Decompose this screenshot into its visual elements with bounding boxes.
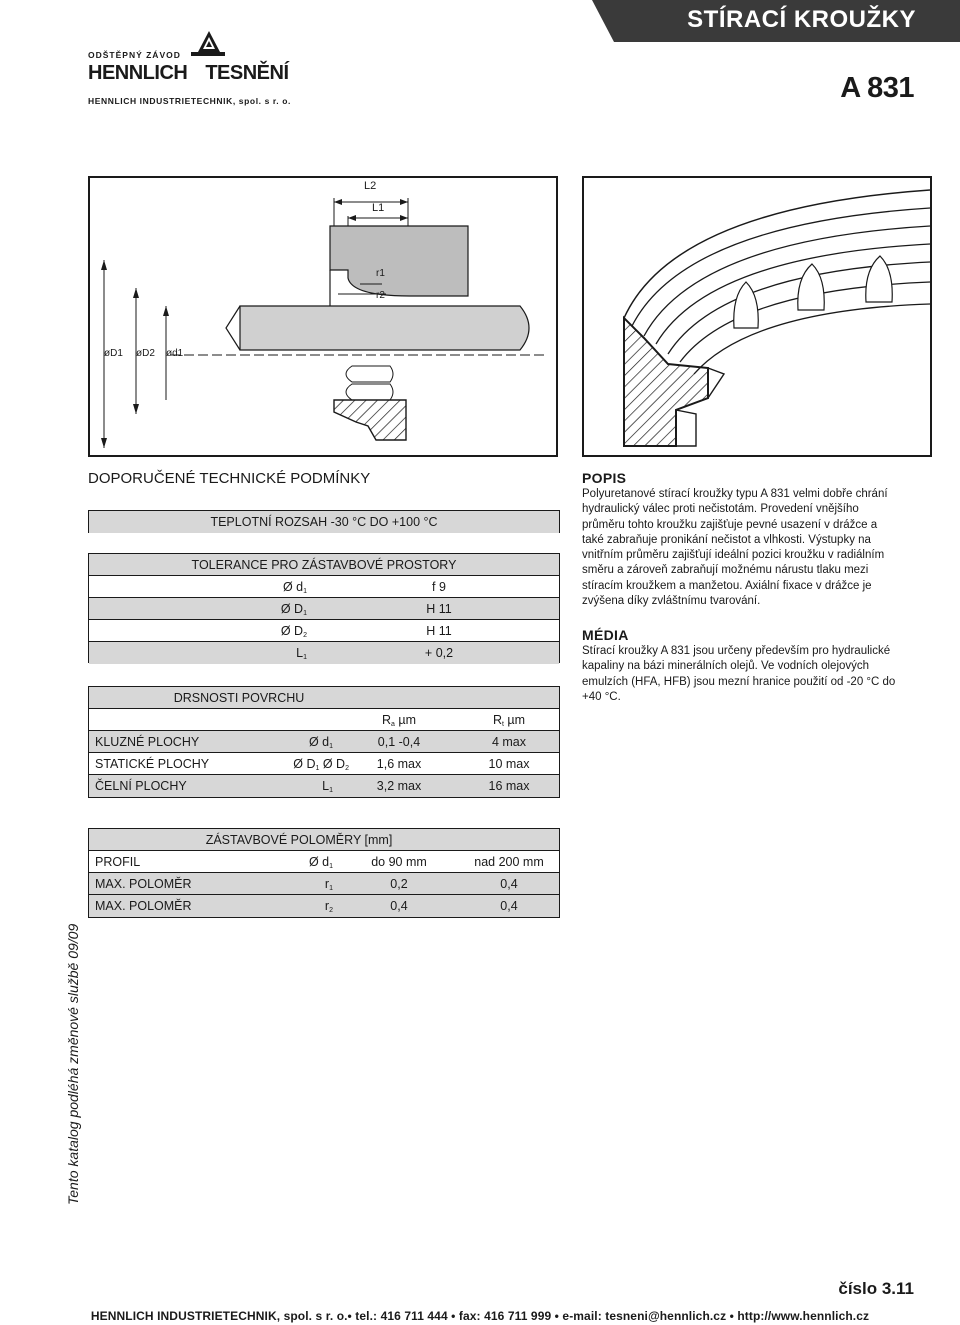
symbol-text: r xyxy=(324,877,330,891)
symbol-subscript: 1 xyxy=(329,787,333,794)
popis-line: průměru tohto kroužku zajišťuje pevné usazení v drážce a xyxy=(582,518,878,531)
dim-label-r1: r1 xyxy=(376,268,385,279)
tolerance-value: + 0,2 xyxy=(424,646,454,660)
symbol-text: L xyxy=(296,646,304,660)
surface-symbol xyxy=(293,757,349,772)
roughness-title-row xyxy=(89,687,559,709)
surface-name: ČELNÍ PLOCHY xyxy=(95,779,187,793)
table-row xyxy=(89,873,559,895)
temperature-text: TEPLOTNÍ ROZSAH -30 °C DO +100 °C xyxy=(210,515,438,529)
ring-3d-svg xyxy=(584,178,930,455)
tolerance-symbol xyxy=(296,646,307,661)
logo-name xyxy=(88,62,289,85)
dim-label-d1-outer: øD1 xyxy=(104,348,123,359)
surface-name: STATICKÉ PLOCHY xyxy=(95,757,210,771)
logo-top-line: ODŠTĚPNÝ ZÁVOD xyxy=(88,50,181,60)
ra-symbol: R xyxy=(381,713,392,727)
tolerance-symbol xyxy=(281,602,307,617)
symbol-subscript: 1 xyxy=(329,743,333,750)
popis-line: hydraulický válec proti nečistotám. Provedení vnějšího xyxy=(582,503,859,516)
symbol-text: Ø d xyxy=(308,735,330,749)
radii-title-row xyxy=(89,829,559,851)
table-row xyxy=(89,731,559,753)
symbol-subscript-2: 2 xyxy=(345,765,349,772)
ra-value: 1,6 max xyxy=(376,757,422,771)
popis-line: zvýšena díky zvláštnímu tvarování. xyxy=(582,595,761,608)
media-line: Stírací kroužky A 831 jsou určeny především pro hydraulické xyxy=(582,645,891,657)
symbol-subscript: 1 xyxy=(303,654,307,661)
symbol-text: Ø D xyxy=(280,602,304,616)
surface-symbol xyxy=(322,779,333,794)
ra-subscript: a xyxy=(391,721,395,728)
radii-title: ZÁSTAVBOVÉ POLOMĚRY [mm] xyxy=(205,833,393,847)
profile-label: PROFIL xyxy=(95,855,141,869)
tolerance-value: f 9 xyxy=(432,580,446,594)
dim-label-l2: L2 xyxy=(364,180,377,192)
rt-value: 10 max xyxy=(488,757,530,771)
table-row xyxy=(89,775,559,797)
logo-emblem-icon xyxy=(197,30,221,54)
ra-value: 0,1 -0,4 xyxy=(377,735,421,749)
symbol-text: Ø D xyxy=(280,624,304,638)
dim-label-d2-outer: øD2 xyxy=(136,348,155,359)
rt-unit: µm xyxy=(503,713,526,727)
media-title: MÉDIA xyxy=(582,627,629,643)
ra-unit: µm xyxy=(394,713,417,727)
surface-name: KLUZNÉ PLOCHY xyxy=(95,735,200,749)
tolerance-table xyxy=(88,553,560,663)
radius-col2: 0,4 xyxy=(500,877,518,891)
table-row xyxy=(89,642,559,664)
symbol-text: Ø d xyxy=(282,580,304,594)
ra-header xyxy=(349,713,449,728)
footer-contact: HENNLICH INDUSTRIETECHNIK, spol. s r. o.• tel.: 416 711 444 • fax: 416 711 999 • e-mail: tesneni@hennlich.cz • http://www.hennlich.cz xyxy=(90,1309,870,1323)
symbol-text-2: Ø D xyxy=(319,757,346,771)
logo-name-left: HENNLICH xyxy=(88,62,188,84)
media-line: kapaliny na bázi minerálních olejů. Ve vodních olejových xyxy=(582,660,870,673)
symbol-text: Ø d xyxy=(308,855,330,869)
profile-symbol xyxy=(309,855,333,870)
radii-header-row xyxy=(89,851,559,873)
radii-col1-header: do 90 mm xyxy=(371,855,427,869)
dim-label-l1: L1 xyxy=(372,202,385,214)
logo-company: HENNLICH INDUSTRIETECHNIK, spol. s r. o. xyxy=(88,96,291,106)
rt-value: 16 max xyxy=(488,779,530,793)
company-logo xyxy=(88,30,308,110)
popis-line: také zabraňuje pronikání nečistot a vlhkosti. Výstupky na xyxy=(582,533,871,546)
page-number: číslo 3.11 xyxy=(838,1279,914,1298)
radius-col1: 0,2 xyxy=(390,877,408,891)
tolerance-symbol xyxy=(281,624,307,639)
temperature-row xyxy=(89,511,559,533)
symbol-subscript: 1 xyxy=(329,885,333,892)
symbol-subscript: 1 xyxy=(329,863,333,870)
catalog-change-note: Tento katalog podléhá změnové službě 09/09 xyxy=(65,923,81,1205)
symbol-text: Ø D xyxy=(293,757,316,771)
symbol-subscript: 2 xyxy=(329,907,333,914)
radius-name: MAX. POLOMĚR xyxy=(95,877,192,891)
tolerance-title-row xyxy=(89,554,559,576)
category-title: STÍRACÍ KROUŽKY xyxy=(687,6,916,33)
radii-col2-header: nad 200 mm xyxy=(474,855,544,869)
rt-header xyxy=(459,713,559,728)
media-text xyxy=(582,644,932,705)
symbol-subscript: 1 xyxy=(315,765,320,772)
radii-table xyxy=(88,828,560,918)
radius-name: MAX. POLOMĚR xyxy=(95,899,192,913)
dim-label-d1-inner: ød1 xyxy=(166,348,184,359)
product-code: A 831 xyxy=(840,72,914,104)
cross-section-drawing xyxy=(88,176,558,457)
radius-symbol xyxy=(325,877,333,892)
temperature-table xyxy=(88,510,560,533)
tolerance-value: H 11 xyxy=(426,602,452,616)
cross-section-svg xyxy=(90,178,556,455)
rt-symbol: R xyxy=(492,713,502,727)
tolerance-title: TOLERANCE PRO ZÁSTAVBOVÉ PROSTORY xyxy=(191,558,457,572)
ra-value: 3,2 max xyxy=(376,779,422,793)
popis-title: POPIS xyxy=(582,470,627,486)
logo-name-right: TESNĚNÍ xyxy=(205,62,289,84)
tolerance-value: H 11 xyxy=(426,624,452,638)
radius-col1: 0,4 xyxy=(390,899,408,913)
dim-label-r2: r2 xyxy=(376,290,385,301)
rt-value: 4 max xyxy=(491,735,527,749)
tolerance-symbol xyxy=(283,580,307,595)
roughness-header-row xyxy=(89,709,559,731)
conditions-title: DOPORUČENÉ TECHNICKÉ PODMÍNKY xyxy=(88,470,371,487)
rt-subscript: t xyxy=(501,721,504,728)
logo-t-bar xyxy=(191,52,225,56)
popis-line: Polyuretanové stírací kroužky typu A 831 velmi dobře chrání xyxy=(582,488,888,500)
table-row xyxy=(89,895,559,917)
popis-line: směru a zároveň zabraňují možnému nárustu tlaku mezi xyxy=(582,564,869,577)
surface-symbol xyxy=(309,735,333,750)
popis-line: stíracím kroužkem a manžetou. Axiální fixace v drážce je xyxy=(582,579,872,592)
popis-line: vnitřním průměru zajišťují ideální pozici kroužku v radiálním xyxy=(582,549,885,562)
symbol-text: L xyxy=(322,779,330,793)
ring-3d-drawing xyxy=(582,176,932,457)
symbol-subscript: 2 xyxy=(303,632,307,639)
symbol-subscript: 1 xyxy=(303,588,307,595)
media-line: +40 °C. xyxy=(582,690,621,703)
table-row xyxy=(89,576,559,598)
popis-text xyxy=(582,487,932,609)
symbol-text: r xyxy=(324,899,330,913)
table-row xyxy=(89,598,559,620)
radius-symbol xyxy=(325,899,333,914)
table-row xyxy=(89,753,559,775)
roughness-title: DRSNOSTI POVRCHU xyxy=(173,691,305,705)
roughness-table xyxy=(88,686,560,798)
table-row xyxy=(89,620,559,642)
media-line: emulzích (HFA, HFB) jsou mezní hranice použití od -20 °C do xyxy=(582,675,896,688)
symbol-subscript: 1 xyxy=(303,610,307,617)
radius-col2: 0,4 xyxy=(500,899,518,913)
